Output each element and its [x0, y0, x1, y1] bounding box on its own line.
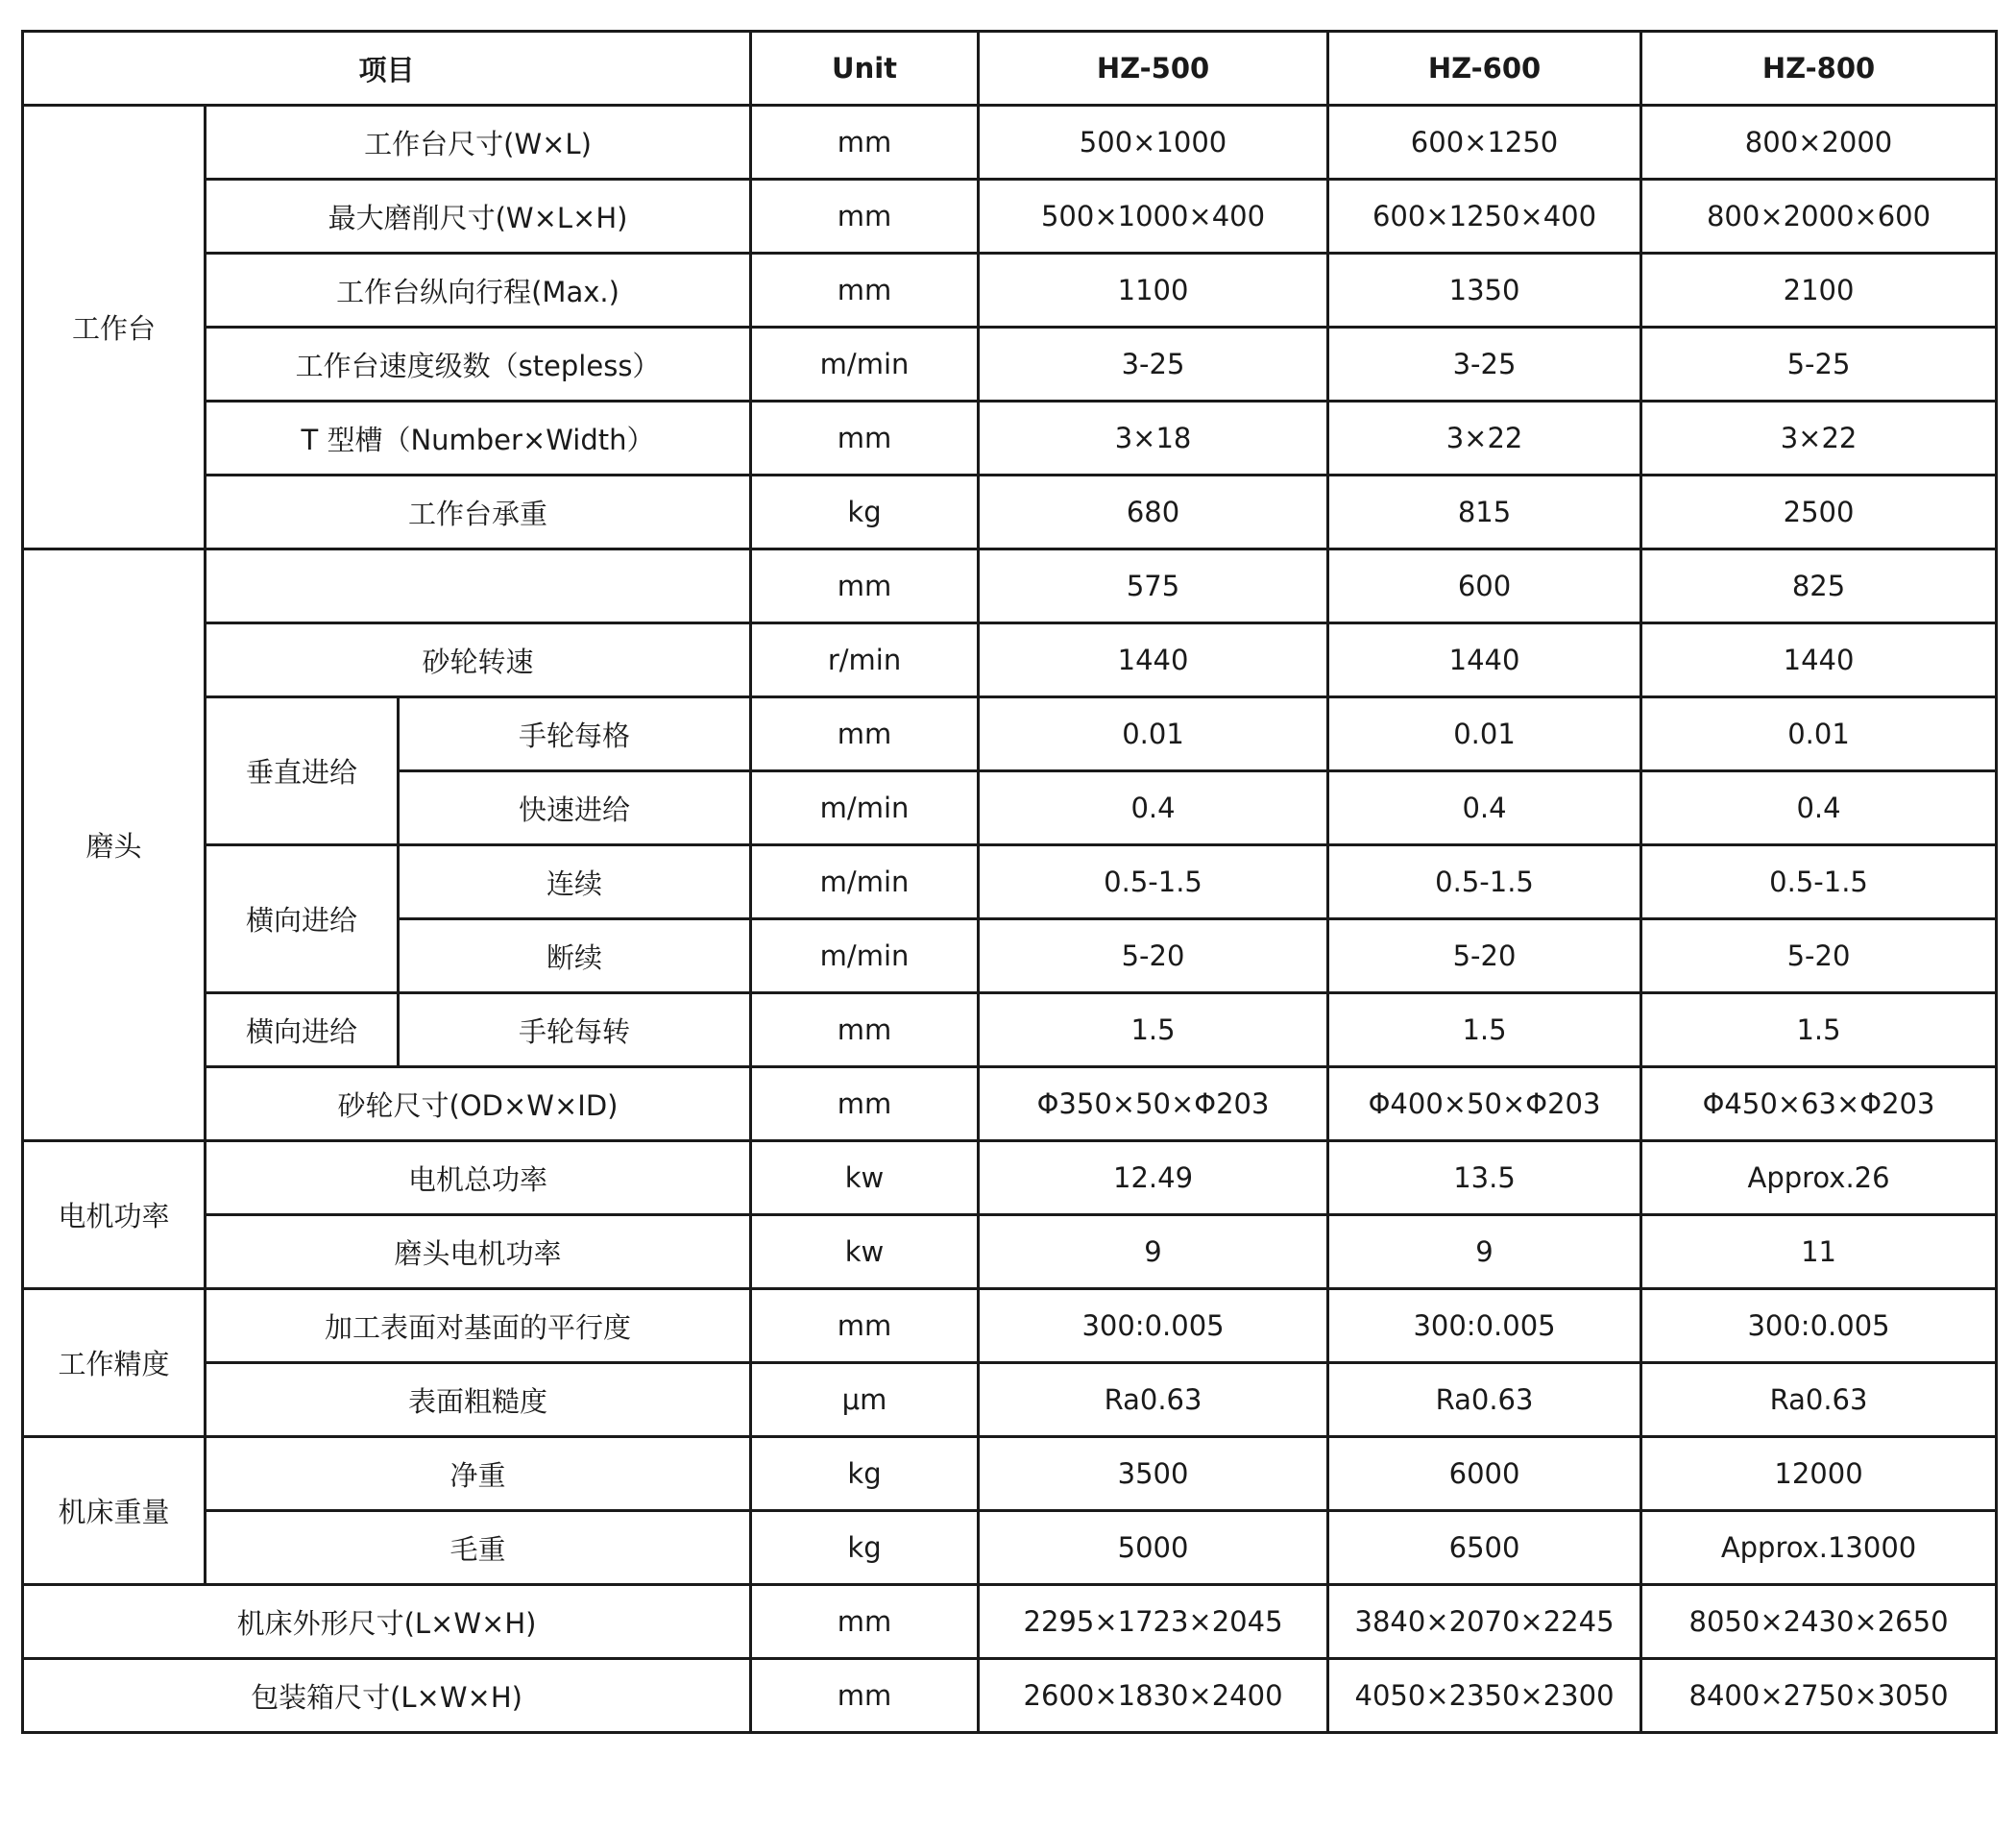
row-unit: mm	[751, 1289, 979, 1363]
value-cell: 3×22	[1641, 402, 1997, 476]
value-cell: 800×2000	[1641, 106, 1997, 180]
value-cell: 1440	[1641, 623, 1997, 697]
header-model: HZ-600	[1328, 32, 1641, 106]
table-row	[23, 549, 1997, 623]
value-cell: 500×1000	[979, 106, 1328, 180]
row-unit: kg	[751, 1511, 979, 1585]
value-cell: 1100	[979, 254, 1328, 328]
table-row	[23, 106, 1997, 180]
value-cell: Φ350×50×Φ203	[979, 1067, 1328, 1141]
value-cell: 3×18	[979, 402, 1328, 476]
table-row	[23, 1067, 1997, 1141]
row-label: 快速进给	[399, 771, 751, 845]
value-cell: 2100	[1641, 254, 1997, 328]
value-cell: 300:0.005	[1641, 1289, 1997, 1363]
value-cell: Φ400×50×Φ203	[1328, 1067, 1641, 1141]
value-cell: 2500	[1641, 476, 1997, 549]
row-unit: kw	[751, 1215, 979, 1289]
subgroup-label-vertical-feed: 垂直进给	[206, 697, 399, 845]
value-cell: 300:0.005	[979, 1289, 1328, 1363]
row-unit: kg	[751, 1437, 979, 1511]
value-cell: Ra0.63	[1641, 1363, 1997, 1437]
table-row	[23, 402, 1997, 476]
value-cell: 0.5-1.5	[979, 845, 1328, 919]
value-cell: 815	[1328, 476, 1641, 549]
row-label: 表面粗糙度	[206, 1363, 751, 1437]
value-cell: 0.4	[1328, 771, 1641, 845]
value-cell: 2600×1830×2400	[979, 1659, 1328, 1733]
row-label: 手轮每转	[399, 993, 751, 1067]
value-cell: Approx.26	[1641, 1141, 1997, 1215]
row-label: 工作台纵向行程(Max.)	[206, 254, 751, 328]
row-unit: mm	[751, 1659, 979, 1733]
spec-table	[21, 30, 1998, 1734]
table-row	[23, 1659, 1997, 1733]
value-cell: 2295×1723×2045	[979, 1585, 1328, 1659]
group-label-precision: 工作精度	[23, 1289, 206, 1437]
value-cell: 9	[979, 1215, 1328, 1289]
row-label: 包装箱尺寸(L×W×H)	[23, 1659, 751, 1733]
row-label: 加工表面对基面的平行度	[206, 1289, 751, 1363]
value-cell: 12.49	[979, 1141, 1328, 1215]
value-cell: Ra0.63	[1328, 1363, 1641, 1437]
row-unit: m/min	[751, 328, 979, 402]
table-row	[23, 254, 1997, 328]
row-unit: r/min	[751, 623, 979, 697]
value-cell: 5-20	[1641, 919, 1997, 993]
value-cell: 0.01	[979, 697, 1328, 771]
row-unit: mm	[751, 1067, 979, 1141]
table-row	[23, 697, 1997, 771]
value-cell: 680	[979, 476, 1328, 549]
row-unit: mm	[751, 106, 979, 180]
value-cell: 0.4	[979, 771, 1328, 845]
header-row	[23, 32, 1997, 106]
value-cell: 600×1250×400	[1328, 180, 1641, 254]
table-row	[23, 476, 1997, 549]
value-cell: 13.5	[1328, 1141, 1641, 1215]
value-cell: 1.5	[979, 993, 1328, 1067]
subgroup-label-cross-feed: 横向进给	[206, 993, 399, 1067]
row-unit: m/min	[751, 919, 979, 993]
value-cell: 12000	[1641, 1437, 1997, 1511]
row-label: 工作台速度级数（stepless）	[206, 328, 751, 402]
value-cell: 3-25	[979, 328, 1328, 402]
table-row	[23, 1585, 1997, 1659]
row-label: 毛重	[206, 1511, 751, 1585]
row-label: 砂轮转速	[206, 623, 751, 697]
value-cell: 1440	[1328, 623, 1641, 697]
row-unit: mm	[751, 697, 979, 771]
row-label: 机床外形尺寸(L×W×H)	[23, 1585, 751, 1659]
value-cell: 0.01	[1328, 697, 1641, 771]
value-cell: 0.5-1.5	[1641, 845, 1997, 919]
value-cell: 3×22	[1328, 402, 1641, 476]
value-cell: 1.5	[1328, 993, 1641, 1067]
value-cell: 1440	[979, 623, 1328, 697]
value-cell: 9	[1328, 1215, 1641, 1289]
row-unit: mm	[751, 549, 979, 623]
value-cell: 600	[1328, 549, 1641, 623]
group-label-motor-power: 电机功率	[23, 1141, 206, 1289]
row-label: 断续	[399, 919, 751, 993]
table-row	[23, 1289, 1997, 1363]
value-cell: 5-25	[1641, 328, 1997, 402]
row-unit: μm	[751, 1363, 979, 1437]
value-cell: 8400×2750×3050	[1641, 1659, 1997, 1733]
value-cell: 8050×2430×2650	[1641, 1585, 1997, 1659]
row-label: 工作台承重	[206, 476, 751, 549]
value-cell: 1.5	[1641, 993, 1997, 1067]
value-cell: 300:0.005	[1328, 1289, 1641, 1363]
value-cell: Φ450×63×Φ203	[1641, 1067, 1997, 1141]
table-row	[23, 1215, 1997, 1289]
value-cell: 3-25	[1328, 328, 1641, 402]
table-row	[23, 1511, 1997, 1585]
table-row	[23, 328, 1997, 402]
row-unit: mm	[751, 993, 979, 1067]
group-label-table: 工作台	[23, 106, 206, 549]
subgroup-label-cross-feed: 横向进给	[206, 845, 399, 993]
header-model: HZ-500	[979, 32, 1328, 106]
row-label: 磨头电机功率	[206, 1215, 751, 1289]
table-row	[23, 1437, 1997, 1511]
value-cell: 0.4	[1641, 771, 1997, 845]
table-row	[23, 993, 1997, 1067]
value-cell: 825	[1641, 549, 1997, 623]
value-cell: 0.5-1.5	[1328, 845, 1641, 919]
value-cell: Ra0.63	[979, 1363, 1328, 1437]
row-label	[206, 549, 751, 623]
group-label-grinding-head: 磨头	[23, 549, 206, 1141]
value-cell: 800×2000×600	[1641, 180, 1997, 254]
row-label: 手轮每格	[399, 697, 751, 771]
value-cell: 5-20	[979, 919, 1328, 993]
value-cell: 6000	[1328, 1437, 1641, 1511]
row-unit: m/min	[751, 771, 979, 845]
row-label: 最大磨削尺寸(W×L×H)	[206, 180, 751, 254]
value-cell: 11	[1641, 1215, 1997, 1289]
table-row	[23, 1363, 1997, 1437]
row-unit: mm	[751, 1585, 979, 1659]
row-label: 砂轮尺寸(OD×W×ID)	[206, 1067, 751, 1141]
value-cell: 4050×2350×2300	[1328, 1659, 1641, 1733]
row-label: T 型槽（Number×Width）	[206, 402, 751, 476]
value-cell: 0.01	[1641, 697, 1997, 771]
value-cell: 3840×2070×2245	[1328, 1585, 1641, 1659]
row-unit: kg	[751, 476, 979, 549]
value-cell: 500×1000×400	[979, 180, 1328, 254]
value-cell: 5-20	[1328, 919, 1641, 993]
row-label: 净重	[206, 1437, 751, 1511]
header-unit: Unit	[751, 32, 979, 106]
value-cell: 575	[979, 549, 1328, 623]
row-label: 工作台尺寸(W×L)	[206, 106, 751, 180]
value-cell: Approx.13000	[1641, 1511, 1997, 1585]
row-label: 连续	[399, 845, 751, 919]
value-cell: 5000	[979, 1511, 1328, 1585]
row-unit: m/min	[751, 845, 979, 919]
header-model: HZ-800	[1641, 32, 1997, 106]
row-label: 电机总功率	[206, 1141, 751, 1215]
value-cell: 600×1250	[1328, 106, 1641, 180]
value-cell: 6500	[1328, 1511, 1641, 1585]
value-cell: 3500	[979, 1437, 1328, 1511]
table-row	[23, 180, 1997, 254]
table-row	[23, 1141, 1997, 1215]
value-cell: 1350	[1328, 254, 1641, 328]
row-unit: kw	[751, 1141, 979, 1215]
row-unit: mm	[751, 254, 979, 328]
row-unit: mm	[751, 180, 979, 254]
group-label-weight: 机床重量	[23, 1437, 206, 1585]
row-unit: mm	[751, 402, 979, 476]
table-row	[23, 845, 1997, 919]
table-row	[23, 623, 1997, 697]
header-item: 项目	[23, 32, 751, 106]
